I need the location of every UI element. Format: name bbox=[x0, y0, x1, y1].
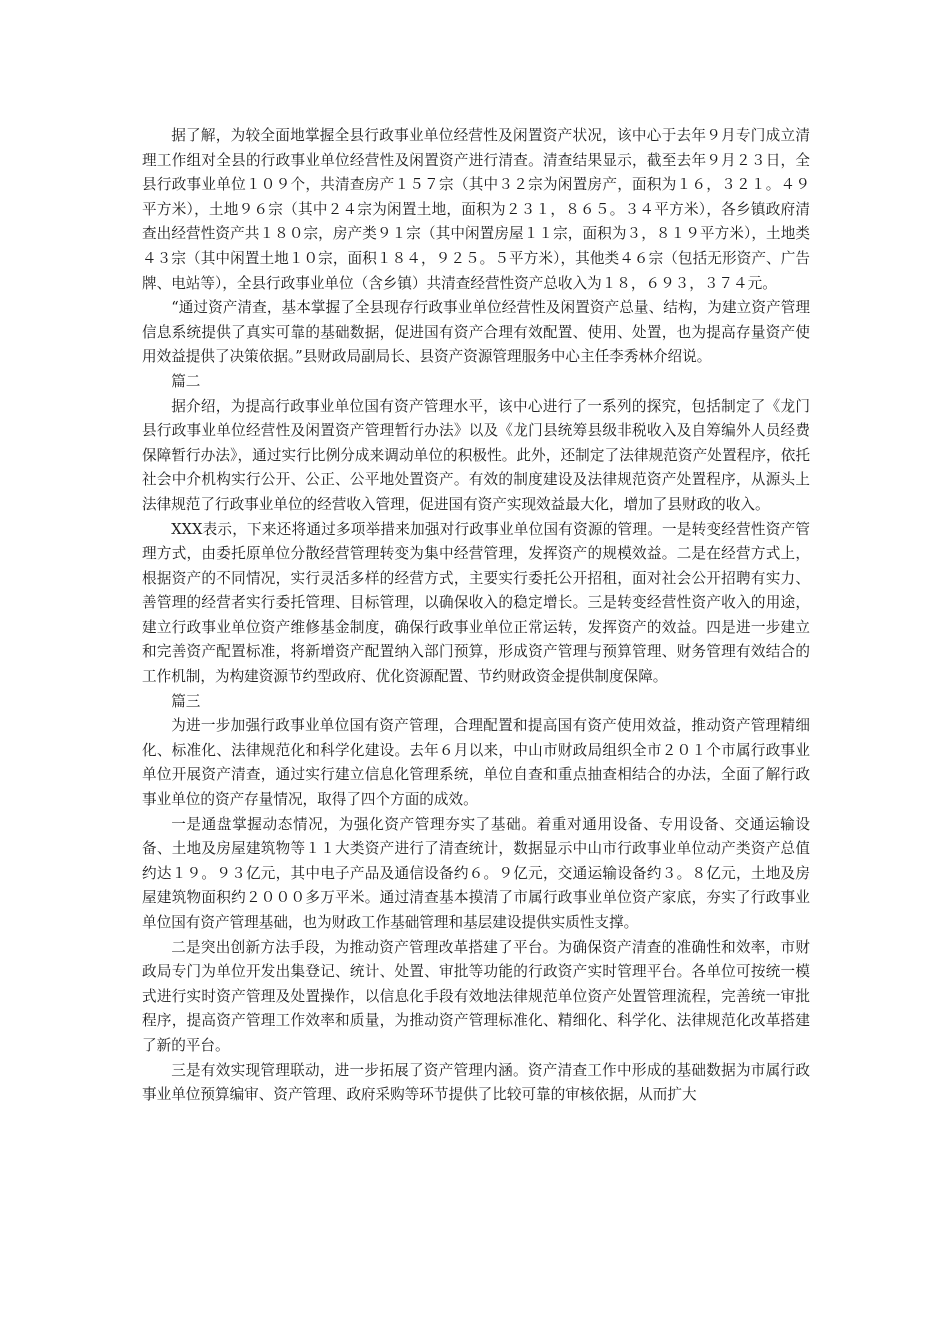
paragraph-asset-survey: 据了解，为较全面地掌握全县行政事业单位经营性及闲置资产状况，该中心于去年９月专门成立清理工作组对全县的行政事业单位经营性及闲置资产进行清查。清查结果显示，截至去年９月２３日，全县行政事业单位１０９个，共清查房产１５７宗（其中３２宗为闲置房产，面积为１６，３２１。４９平方米），土地９６宗（其中２４宗为闲置土地，面积为２３１，８６５。３４平方米），各乡镇政府清查出经营性资产共１８０宗，房产类９１宗（其中闲置房屋１１宗，面积为３，８１９平方米），土地类４３宗（其中闲置土地１０宗，面积１８４，９２５。５平方米），其他类４６宗（包括无形资产、广告牌、电站等），全县行政事业单位（含乡镇）共清查经营性资产总收入为１８，６９３，３７４元。 bbox=[142, 127, 810, 292]
section-heading-part-two: 篇二 bbox=[171, 372, 201, 390]
document-body bbox=[142, 124, 810, 1108]
paragraph-future-plans: XXX表示，下来还将通过多项举措来加强对行政事业单位国有资源的管理。一是转变经营性资产管理方式，由委托原单位分散经营管理转变为集中经营管理，发挥资产的规模效益。二是在经营方式上，根据资产的不同情况，实行灵活多样的经营方式，主要实行委托公开招租，面对社会公开招聘有实力、善管理的经营者实行委托管理、目标管理，以确保收入的稳定增长。三是转变经营性资产收入的用途，建立行政事业单位资产维修基金制度，确保行政事业单位正常运转，发挥资产的效益。四是进一步建立和完善资产配置标准，将新增资产配置纳入部门预算，形成资产管理与预算管理、财务管理有效结合的工作机制，为构建资源节约型政府、优化资源配置、节约财政资金提供制度保障。 bbox=[142, 520, 810, 686]
paragraph-quote-li-xiulin: “通过资产清查，基本掌握了全县现存行政事业单位经营性及闲置资产总量、结构，为建立资产管理信息系统提供了真实可靠的基础数据，促进国有资产合理有效配置、使用、处置，也为提高存量资产使用效益提供了决策依据。”县财政局副局长、县资产资源管理服务中心主任李秀林介绍说。 bbox=[142, 299, 810, 366]
paragraph-result-two: 二是突出创新方法手段，为推动资产管理改革搭建了平台。为确保资产清查的准确性和效率，市财政局专门为单位开发出集登记、统计、处置、审批等功能的行政资产实时管理平台。各单位可按统一模式进行实时资产管理及处置操作，以信息化手段有效地法律规范单位资产处置管理流程，完善统一审批程序，提高资产管理工作效率和质量，为推动资产管理标准化、精细化、科学化、法律规范化改革搭建了新的平台。 bbox=[142, 938, 810, 1054]
paragraph-result-three: 三是有效实现管理联动，进一步拓展了资产管理内涵。资产清查工作中形成的基础数据为市属行政事业单位预算编审、资产管理、政府采购等环节提供了比较可靠的审核依据，从而扩大 bbox=[142, 1061, 810, 1104]
paragraph-management-measures: 据介绍，为提高行政事业单位国有资产管理水平，该中心进行了一系列的探究，包括制定了《龙门县行政事业单位经营性及闲置资产管理暂行办法》以及《龙门县统筹县级非税收入及自筹编外人员经费保障暂行办法》，通过实行比例分成来调动单位的积极性。此外，还制定了法律规范资产处置程序，依托社会中介机构实行公开、公正、公平地处置资产。有效的制度建设及法律规范资产处置程序，从源头上法律规范了行政事业单位的经营收入管理，促进国有资产实现效益最大化，增加了县财政的收入。 bbox=[142, 397, 810, 513]
paragraph-result-one: 一是通盘掌握动态情况，为强化资产管理夯实了基础。着重对通用设备、专用设备、交通运输设备、土地及房屋建筑物等１１大类资产进行了清查统计，数据显示中山市行政事业单位动产类资产总值约达１９。９３亿元，其中电子产品及通信设备约６。９亿元，交通运输设备约３。８亿元，土地及房屋建筑物面积约２０００多万平米。通过清查基本摸清了市属行政事业单位资产家底，夯实了行政事业单位国有资产管理基础，也为财政工作基础管理和基层建设提供实质性支撑。 bbox=[142, 815, 810, 931]
paragraph-zhongshan-intro: 为进一步加强行政事业单位国有资产管理，合理配置和提高国有资产使用效益，推动资产管理精细化、标准化、法律规范化和科学化建设。去年６月以来，中山市财政局组织全市２０１个市属行政事业单位开展资产清查，通过实行建立信息化管理系统，单位自查和重点抽查相结合的办法，全面了解行政事业单位的资产存量情况，取得了四个方面的成效。 bbox=[142, 717, 810, 809]
section-heading-part-three: 篇三 bbox=[171, 692, 201, 710]
